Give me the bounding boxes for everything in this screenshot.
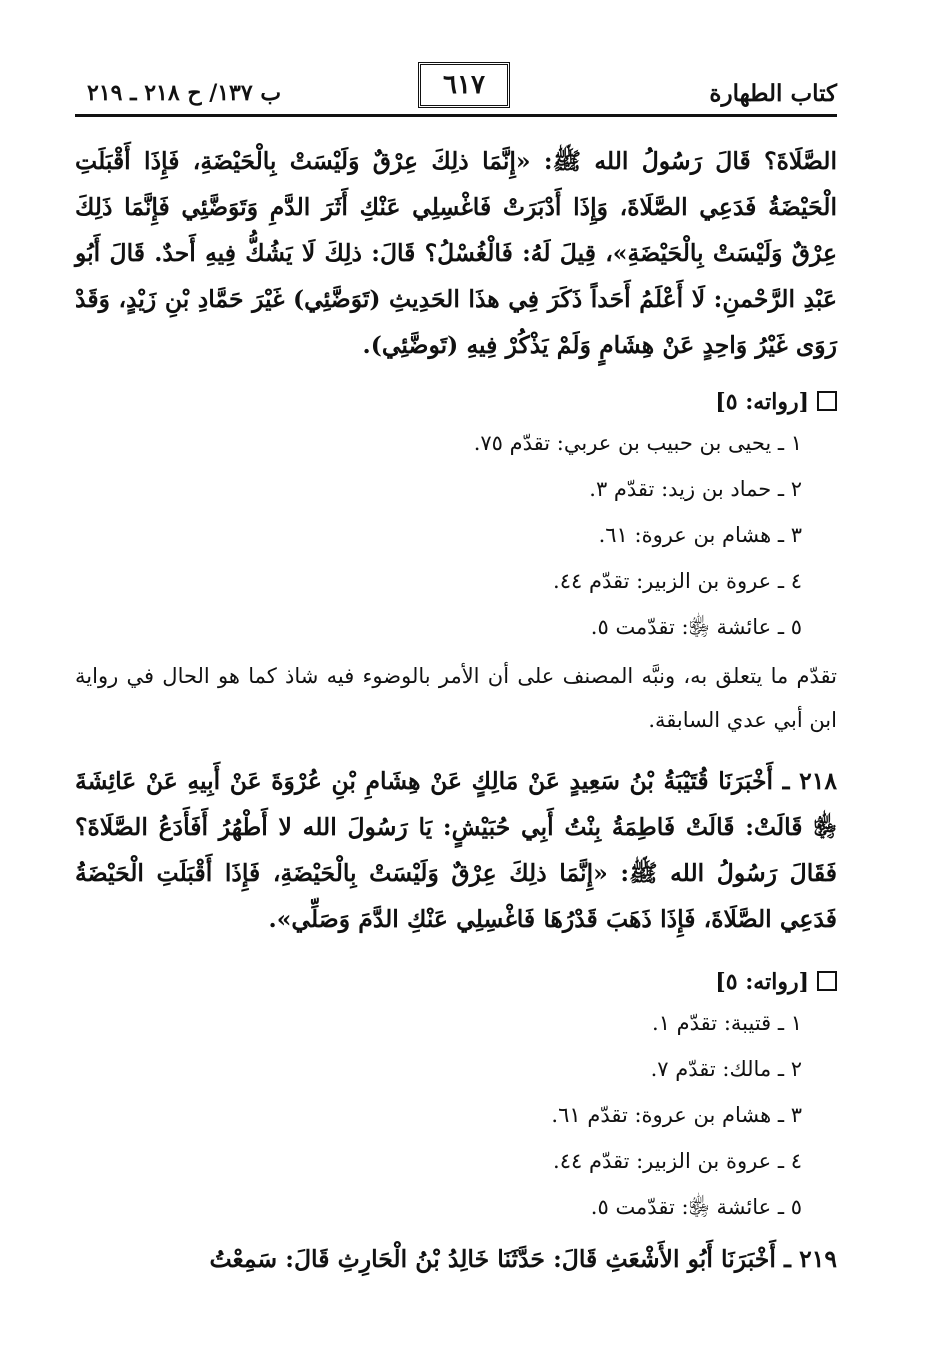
square-bullet-icon <box>817 971 837 991</box>
narrators-heading-217 <box>75 384 837 420</box>
narrators-list-217 <box>75 420 837 650</box>
hadith-218-text: أَخْبَرَنَا قُتَيْبَةُ بْنُ سَعِيدٍ عَنْ مَالِكٍ عَنْ هِشَامِ بْنِ عُرْوَةَ عَنْ أَبِيهِ عَنْ عَائِشَةَ ﵂ قَالَتْ: قَالَتْ فَاطِمَةُ بِنْتُ أَبِي حُبَيْشٍ: يَا رَسُولَ الله لا أَطْهُرُ أَفَأَدَعُ الصَّلَاةَ؟ فَقَالَ رَسُولُ الله ﷺ: «إِنَّمَا ذلِكَ عِرْقٌ وَلَيْسَتْ بِالْحَيْضَةِ، فَإِذَا أَقْبَلَتِ الْحَيْضَةُ فَدَعِي الصَّلَاةَ، فَإِذَا ذَهَبَ قَدْرُهَا فَاغْسِلِي عَنْكِ الدَّمَ وَصَلِّي». <box>75 767 837 933</box>
list-item: ٢ ـ حماد بن زيد: تقدّم ٣. <box>589 477 802 501</box>
commentary-note: تقدّم ما يتعلق به، ونبَّه المصنف على أن الأمر بالوضوء فيه شاذ كما هو الحال في رواية ابن أبي عدي السابقة. <box>75 664 837 732</box>
hadith-217-text: الصَّلَاةَ؟ قَالَ رَسُولُ الله ﷺ: «إِنَّمَا ذلِكَ عِرْقٌ وَلَيْسَتْ بِالْحَيْضَةِ، فَإِذَا أَقْبَلَتِ الْحَيْضَةُ فَدَعِي الصَّلَاةَ، وَإِذَا أَدْبَرَتْ فَاغْسِلِي عَنْكِ أَثَرَ الدَّمِ وَتَوَضَّئِي فَإِنَّمَا ذَلِكَ عِرْقٌ وَلَيْسَتْ بِالْحَيْضَةِ»، قِيلَ لَهُ: فَالْغُسْلُ؟ قَالَ: ذلِكَ لَا يَشُكُّ فِيهِ أَحدٌ. قَالَ أَبُو عَبْدِ الرَّحْمنِ: لَا أَعْلَمُ أَحَداً ذَكَرَ فِي هذَا الحَدِيثِ (تَوَضَّئِي) غَيْرَ حَمَّادِ بْنِ زَيْدٍ، وَقَدْ رَوَى غَيْرُ وَاحِدٍ عَنْ هِشَامٍ وَلَمْ يَذْكُرْ فِيهِ (تَوضَّئِي). <box>75 147 837 359</box>
page-number: ٦١٧ <box>418 62 510 108</box>
list-item: ٤ ـ عروة بن الزبير: تقدّم ٤٤. <box>553 569 802 593</box>
hadith-number: ٢١٨ ـ <box>782 767 837 795</box>
narrators-heading-text: [رواته: ٥] <box>715 969 809 995</box>
square-bullet-icon <box>817 391 837 411</box>
hadith-218 <box>75 758 837 942</box>
header-rule <box>75 114 837 117</box>
hadith-219 <box>75 1236 837 1282</box>
list-item: ٥ ـ عائشة ﵂: تقدّمت ٥. <box>590 1195 802 1219</box>
book-page <box>75 70 837 1282</box>
narrators-heading-text: [رواته: ٥] <box>715 389 809 415</box>
hadith-number: ٢١٩ ـ <box>784 1245 837 1273</box>
list-item: ١ ـ قتيبة: تقدّم ١. <box>652 1011 802 1035</box>
list-item: ٢ ـ مالك: تقدّم ٧. <box>650 1057 802 1081</box>
list-item: ١ ـ يحيى بن حبيب بن عربي: تقدّم ٧٥. <box>473 431 802 455</box>
list-item: ٣ ـ هشام بن عروة: ٦١. <box>598 523 802 547</box>
list-item: ٥ ـ عائشة ﵂: تقدّمت ٥. <box>590 615 802 639</box>
narrators-list-218 <box>75 1000 837 1230</box>
hadith-219-text: أَخْبَرَنَا أَبُو الأَشْعَثِ قَالَ: حَدَّثَنَا خَالِدُ بْنُ الْحَارِثِ قَالَ: سَمِعْتُ <box>209 1245 776 1273</box>
hadith-reference: ب ١٣٧/ ح ٢١٨ ـ ٢١٩ <box>87 80 282 106</box>
chapter-title: كتاب الطهارة <box>709 80 837 107</box>
page-header <box>75 70 837 116</box>
list-item: ٤ ـ عروة بن الزبير: تقدّم ٤٤. <box>553 1149 802 1173</box>
narrators-heading-218 <box>75 964 837 1000</box>
list-item: ٣ ـ هشام بن عروة: تقدّم ٦١. <box>551 1103 802 1127</box>
